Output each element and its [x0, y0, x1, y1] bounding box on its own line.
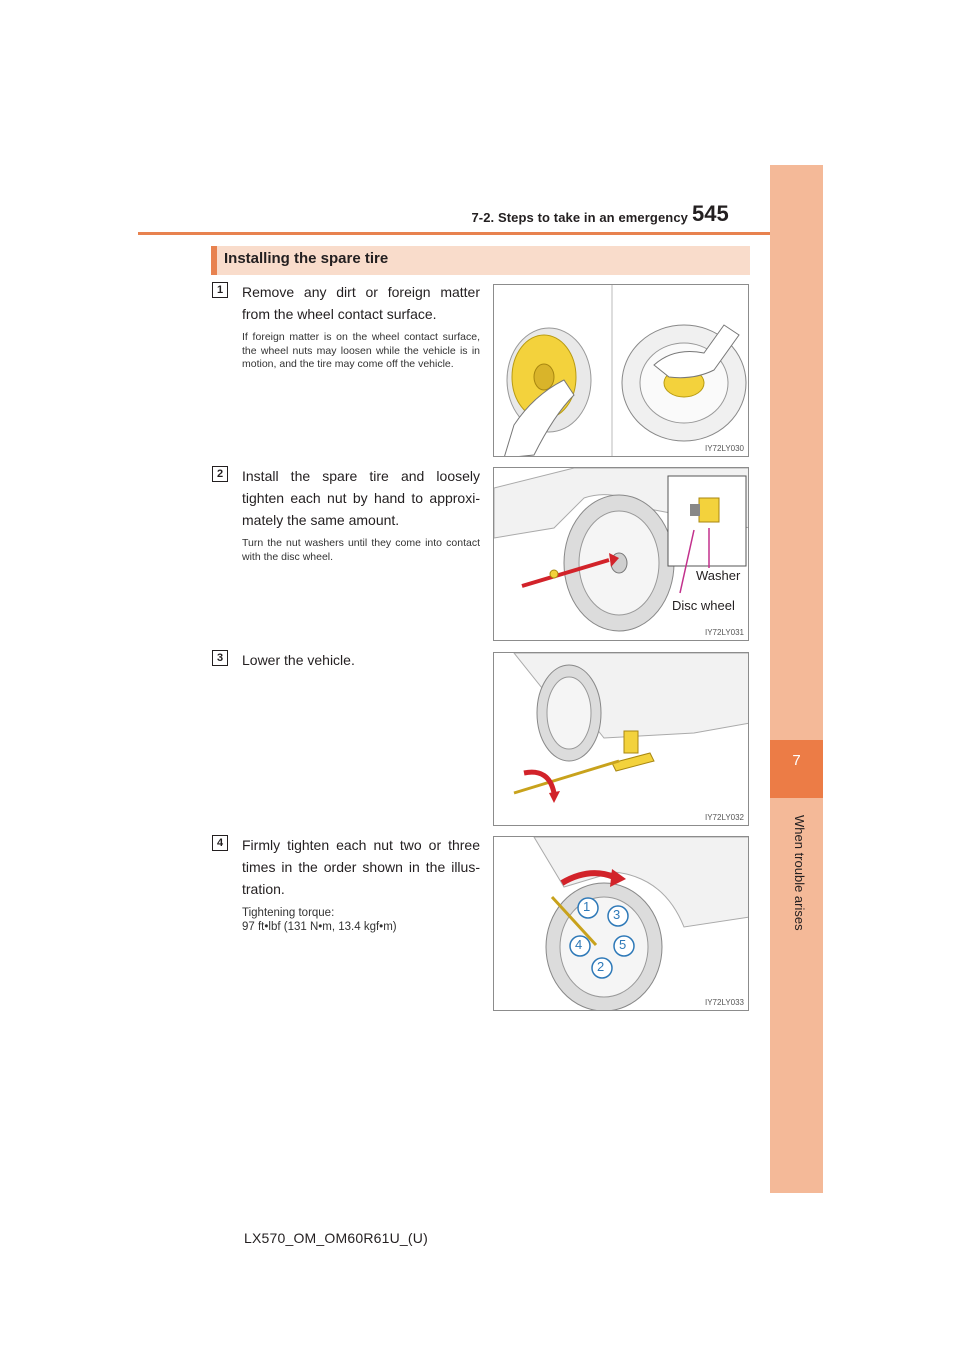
- figure-code-3: IY72LY032: [705, 813, 744, 822]
- figure-code-2: IY72LY031: [705, 628, 744, 637]
- section-title: 7-2. Steps to take in an emergency: [471, 210, 688, 225]
- page-number: 545: [692, 201, 729, 226]
- washer-label: Washer: [696, 568, 741, 583]
- step-3-text: Lower the vehicle.: [242, 652, 355, 668]
- header-rule: [138, 232, 822, 235]
- chapter-tab-marker: [770, 740, 823, 798]
- illustration-install-spare: [493, 467, 749, 641]
- step-number-4: 4: [212, 835, 228, 851]
- step-1-note: If foreign matter is on the wheel contact surface, the wheel nuts may loosen while the vehicle is in motion, and the tire may come off the vehicle.: [242, 331, 480, 370]
- figure-code-4: IY72LY033: [705, 998, 744, 1007]
- nut-order-5: 5: [619, 937, 627, 952]
- torque-label: Tightening torque:: [242, 907, 335, 919]
- nut-order-3: 3: [613, 907, 621, 922]
- chapter-side-tab: [770, 165, 823, 1193]
- step-1-text: Remove any dirt or foreign matter from the wheel contact surface.: [242, 284, 480, 322]
- nut-order-1: 1: [583, 899, 591, 914]
- step-number-1: 1: [212, 282, 228, 298]
- illustration-lower-vehicle: [493, 652, 749, 826]
- step-4-text: Firmly tighten each nut two or three times in the order shown in the illus-tration.: [242, 837, 480, 897]
- chapter-title: When trouble arises: [792, 815, 807, 931]
- illustration-clean-wheel: [493, 284, 749, 457]
- step-number-3: 3: [212, 650, 228, 666]
- figure-code-1: IY72LY030: [705, 444, 744, 453]
- document-footer: LX570_OM_OM60R61U_(U): [244, 1230, 428, 1246]
- chapter-number: 7: [792, 752, 801, 769]
- step-2-note: Turn the nut washers until they come into contact with the disc wheel.: [242, 537, 480, 563]
- illustration-tighten-nuts: [493, 836, 749, 1011]
- step-number-2: 2: [212, 466, 228, 482]
- disc-wheel-label: Disc wheel: [672, 598, 735, 613]
- torque-value: 97 ft•lbf (131 N•m, 13.4 kgf•m): [242, 921, 397, 933]
- nut-order-4: 4: [575, 937, 583, 952]
- step-2-text: Install the spare tire and loosely tighten each nut by hand to approxi-mately the same amount.: [242, 468, 480, 528]
- heading-accent: [211, 246, 217, 275]
- nut-order-2: 2: [597, 959, 605, 974]
- section-heading: Installing the spare tire: [224, 250, 389, 267]
